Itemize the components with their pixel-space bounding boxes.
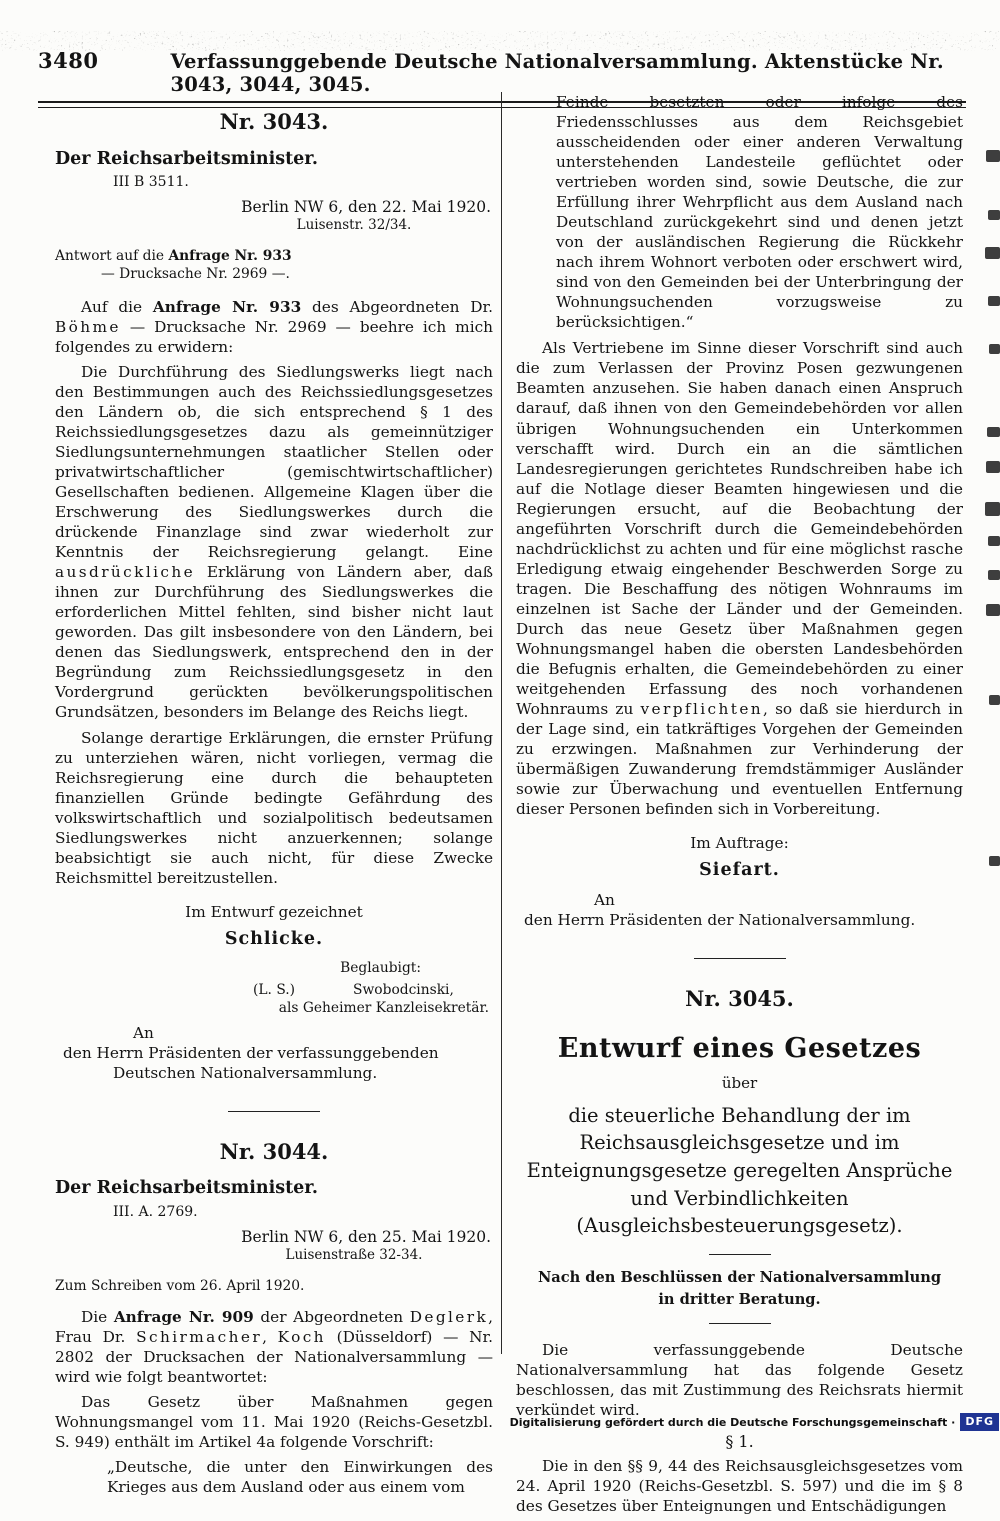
scan-artifact xyxy=(988,210,1000,220)
doc3043-subject-reference: — Drucksache Nr. 2969 —. xyxy=(101,265,290,282)
doc3043-number-heading: Nr. 3043. xyxy=(219,109,329,134)
doc3044-signature-intro: Im Auftrage: xyxy=(690,834,789,853)
scan-artifact xyxy=(987,427,1000,437)
resolution-line-2: in dritter Beratung. xyxy=(658,1290,821,1308)
left-column xyxy=(55,92,493,1521)
short-rule xyxy=(709,1254,771,1255)
doc3045-paragraph-1-text: Die in den §§ 9, 44 des Reichsausgleichsgesetzes vom 24. April 1920 (Reichs-Gesetzbl. S. 597) und die im § 8 des Gesetzes über Enteignungen und Entschädigungen xyxy=(516,1456,963,1515)
doc3043-paragraph-1: Auf die Anfrage Nr. 933 des Abgeordneten Dr. Böhme — Drucksache Nr. 2969 — beehre ich mich folgendes zu erwidern: xyxy=(55,297,493,356)
doc3045-law-preposition: über xyxy=(721,1074,758,1092)
short-rule xyxy=(709,1323,771,1324)
doc3044-paragraph-1: Die Anfrage Nr. 909 der Abgeordneten Deglerk, Frau Dr. Schirmacher, Koch (Düsseldorf) — Nr. 2802 der Drucksachen der Nationalversammlung — wird wie folgt beantwortet: xyxy=(55,1307,494,1386)
doc3044-addressee-an: An xyxy=(594,891,615,910)
scan-artifact xyxy=(989,856,1000,866)
doc3043-signature-name: Schlicke. xyxy=(224,928,324,949)
doc3044-number-heading: Nr. 3044. xyxy=(219,1138,329,1164)
doc3043-subject: Antwort auf die Anfrage Nr. 933 xyxy=(55,247,292,264)
scan-artifact xyxy=(988,536,1000,546)
doc3043-addressee-line-1: den Herrn Präsidenten der verfassunggebenden xyxy=(63,1043,439,1062)
scan-artifact xyxy=(986,461,1000,473)
doc3044-signature-name: Siefart. xyxy=(699,860,780,881)
doc3043-file-ref: III B 3511. xyxy=(113,174,189,191)
page-title: Verfassunggebende Deutsche Nationalversammlung. Aktenstücke Nr. 3043, 3044, 3045. xyxy=(170,50,944,96)
doc3044-paragraph-3: Als Vertriebene im Sinne dieser Vorschrift sind auch die zum Verlassen der Provinz Posen gezwungenen Beamten anzusehen. Sie haben danach einen Anspruch darauf, daß ihnen von den Gemeindebehörden vor allen übrigen Wohnungsuchenden ein Unterkommen verschafft wird. Durch ein an die sämtlichen Landesregierungen gerichtetes Rundschreiben habe ich auf die Notlage dieser Beamten hingewiesen und die Regierungen ersucht, auf die Beobachtung der angeführten Vorschrift durch die Gemeindebehörden nachdrücklichst zu achten und für eine möglichst rasche Erledigung etwaig eingehender Beschwerden Sorge zu tragen. Die Beschaffung des nötigen Wohnraums im einzelnen ist Sache der Länder und der Gemeinden. Durch das neue Gesetz über Maßnahmen gegen Wohnungsmangel haben die obersten Landesbehörden die Befugnis erhalten, die Gemeindebehörden zu einer weitgehenden Erfassung des noch vorhandenen Wohnraums zu verpflichten, so daß sie hierdurch in der Lage sind, ein tatkräftiges Vorgehen der Gemeinden zu erzwingen. Maßnahmen zur Verhinderung der übermäßigen Zuwanderung fremdstämmiger Ausländer sowie zur Überwachung und eventuellen Entfernung dieser Personen befinden sich in Vorbereitung. xyxy=(516,339,964,819)
doc3043-addressee-line-2: Deutschen Nationalversammlung. xyxy=(113,1063,378,1082)
scan-artifact xyxy=(985,247,1000,259)
doc3045-number-heading: Nr. 3045. xyxy=(685,986,794,1012)
doc3044-quote-start: „Deutsche, die unter den Einwirkungen des Krieges aus dem Ausland oder aus einem vom xyxy=(107,1457,493,1497)
doc3043-addressee-an: An xyxy=(133,1023,154,1042)
certifier-role: als Geheimer Kanzleisekretär. xyxy=(278,999,489,1016)
doc3045-law-title: Entwurf eines Gesetzes xyxy=(557,1032,922,1064)
dfg-logo: DFG xyxy=(960,1413,999,1431)
certifier-name: Swobodcinski, xyxy=(353,981,454,998)
footer-credit xyxy=(510,1413,999,1431)
doc3045-resolution-note xyxy=(516,1267,963,1311)
doc3045-paragraph-1-heading: § 1. xyxy=(725,1431,754,1451)
doc3043-dateline: Berlin NW 6, den 22. Mai 1920. xyxy=(241,197,491,216)
scan-artifact xyxy=(989,344,1000,354)
doc3043-sender: Der Reichsarbeitsminister. xyxy=(55,148,319,169)
doc3043-paragraph-3: Solange derartige Erklärungen, die ernster Prüfung zu unterziehen wären, nicht vorliegen, vermag die Reichsregierung eine durch die behaupteten finanziellen Gründe bedingte Gefährdung des volkswirtschaftlich und sozialpolitisch bedeutsamen Siedlungswerkes nicht anzuerkennen; solange beabsichtigt sie auch nicht, für diese Zwecke Reichsmittel bereitzustellen. xyxy=(55,728,493,887)
doc3044-address: Luisenstraße 32-34. xyxy=(285,1247,423,1264)
doc3044-dateline: Berlin NW 6, den 25. Mai 1920. xyxy=(241,1227,491,1246)
doc3044-addressee-line-1: den Herrn Präsidenten der Nationalversammlung. xyxy=(524,911,916,930)
doc3044-file-ref: III. A. 2769. xyxy=(113,1204,198,1221)
scan-artifact xyxy=(986,604,1000,616)
page-number: 3480 xyxy=(38,48,99,73)
doc3045-law-subtitle: die steuerliche Behandlung der im Reichsausgleichsgesetze und im Enteignungsgesetze geregelten Ansprüche und Verbindlichkeiten (Ausgleichsbesteuerungsgesetz). xyxy=(526,1103,953,1238)
doc3043-signature-intro: Im Entwurf gezeichnet xyxy=(185,902,363,921)
doc3043-paragraph-2: Die Durchführung des Siedlungswerks liegt nach den Bestimmungen auch des Reichssiedlungsgesetzes den Ländern ob, die sich entsprechend § 1 des Reichssiedlungsgesetzes dazu als gemeinnütziger Siedlungsunternehmungen staatlicher Stellen oder privatwirtschaftlicher (gemischtwirtschaftlicher) Gesellschaften bedienen. Allgemeine Klagen über die Erschwerung des Siedlungswerkes durch die drückende Finanzlage sind zwar wiederholt zur Kenntnis der Reichsregierung gelangt. Eine ausdrückliche Erklärung von Ländern aber, daß ihnen zur Durchführung des Siedlungswerkes die erforderlichen Mittel fehlten, sind bisher nicht laut geworden. Das gilt insbesondere von den Ländern, bei denen das Siedlungswerk, entsprechend den in der Begründung zum Reichssiedlungsgesetz in den Vordergrund gerückten bevölkerungspolitischen Grundsätzen, besonders im Belange des Reichs liegt. xyxy=(55,362,493,722)
doc3044-paragraph-2: Das Gesetz über Maßnahmen gegen Wohnungsmangel vom 11. Mai 1920 (Reichs-Gesetzbl. S. 949) enthält im Artikel 4a folgende Vorschrift: xyxy=(55,1392,493,1451)
scan-artifact xyxy=(988,296,1000,306)
doc3044-subject: Zum Schreiben vom 26. April 1920. xyxy=(55,1277,305,1294)
scan-artifact xyxy=(989,695,1000,705)
scan-artifact xyxy=(986,150,1000,162)
section-divider-rule xyxy=(694,958,786,959)
section-divider-rule xyxy=(228,1111,320,1112)
right-column xyxy=(502,92,963,1521)
footer-credit-text: Digitalisierung gefördert durch die Deutsche Forschungsgemeinschaft · xyxy=(509,1415,956,1429)
doc3043-attestation-label: Beglaubigt: xyxy=(340,959,421,976)
doc3043-seal-row xyxy=(55,981,493,999)
scan-artifact xyxy=(985,502,1000,516)
scan-artifact xyxy=(988,570,1000,580)
resolution-line-1: Nach den Beschlüssen der Nationalversammlung xyxy=(537,1269,942,1287)
seal-mark: (L. S.) xyxy=(253,981,296,998)
doc3045-intro: Die verfassunggebende Deutsche Nationalversammlung hat das folgende Gesetz beschlossen, das mit Zustimmung des Reichsrats hiermit verkündet wird. xyxy=(516,1340,963,1419)
document-body xyxy=(55,92,963,1521)
doc3044-quote-continuation: Feinde besetzten oder infolge des Friedensschlusses aus dem Reichsgebiet ausscheidenden oder einer anderen Verwaltung unterstehenden Landesteile geflüchtet oder vertrieben worden sind, sowie Deutsche, die zur Erfüllung ihrer Wehrpflicht aus dem Ausland nach Deutschland zurückgekehrt sind und denen jetzt von der ausländischen Regierung die Rückkehr nach ihrem Wohnort verboten oder erschwert wird, sind von den Gemeinden bei der Unterbringung der Wohnungsuchenden vorzugsweise zu berücksichtigen.“ xyxy=(556,93,963,332)
doc3044-sender: Der Reichsarbeitsminister. xyxy=(55,1178,319,1199)
doc3043-address: Luisenstr. 32/34. xyxy=(296,217,412,234)
